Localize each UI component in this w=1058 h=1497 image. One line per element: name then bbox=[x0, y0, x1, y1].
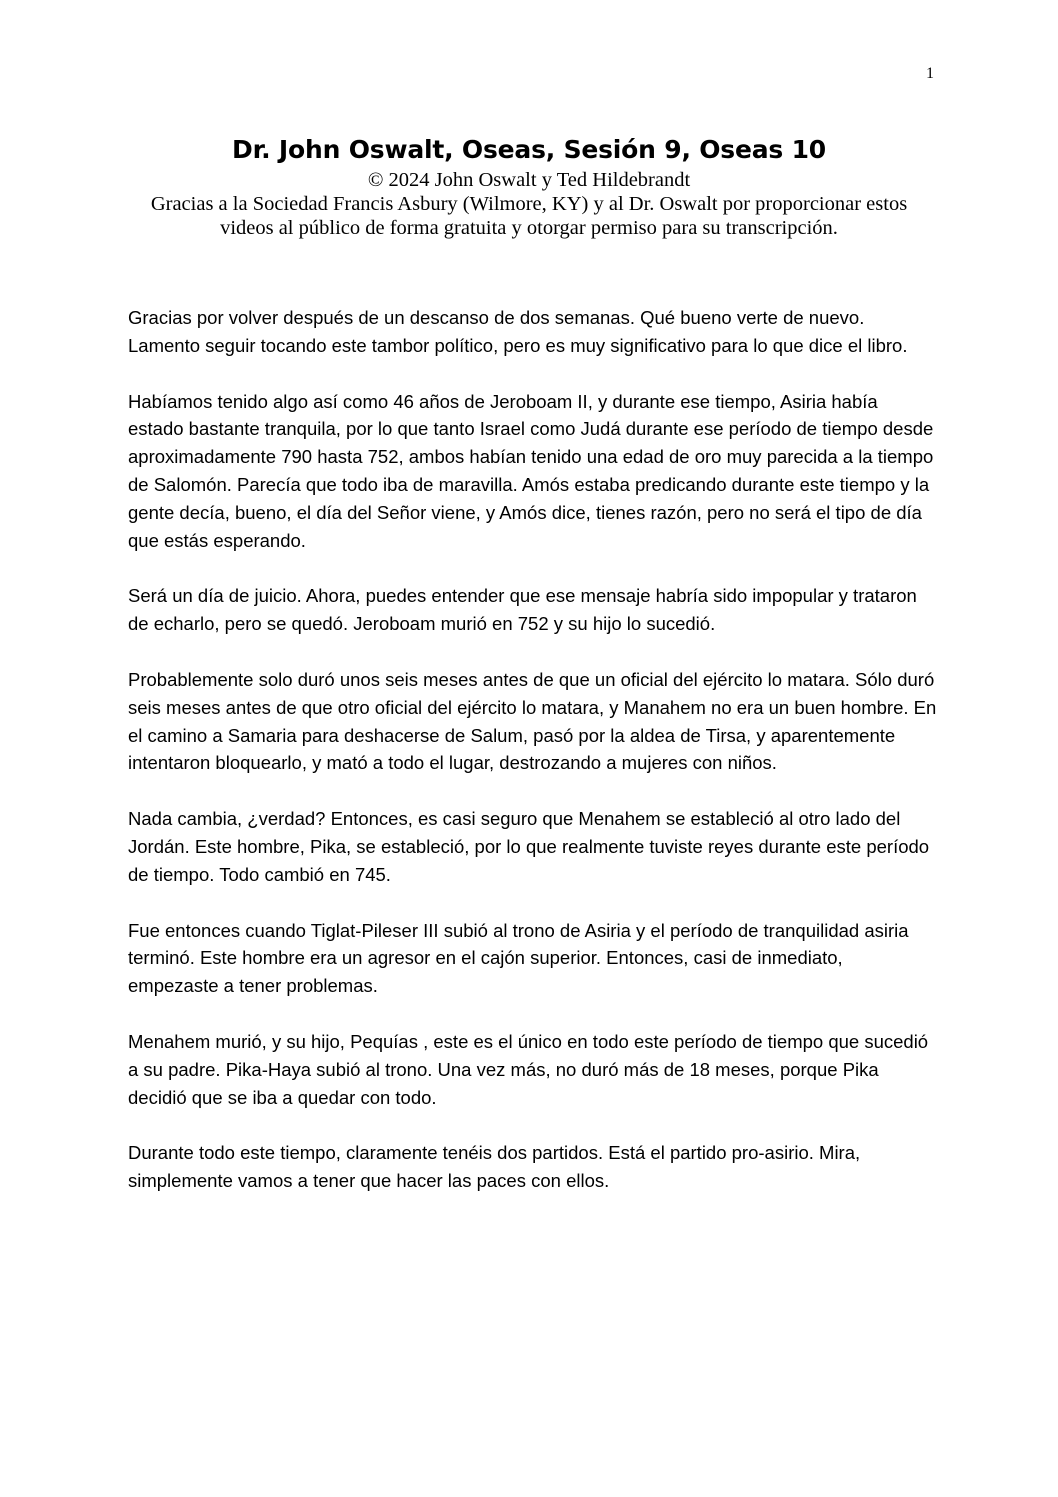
document-title: Dr. John Oswalt, Oseas, Sesión 9, Oseas 10 bbox=[232, 135, 826, 164]
document-header bbox=[128, 132, 930, 240]
page-number: 1 bbox=[926, 65, 934, 82]
paragraph: Probablemente solo duró unos seis meses antes de que un oficial del ejército lo matara. Sólo duró seis meses antes de que otro oficial del ejército lo matara, y Manahem no era un buen hombre. En el camino a Samaria para deshacerse de Salum, pasó por la aldea de Tirsa, y aparentemente intentaron bloquearlo, y mató a todo el lugar, destrozando a mujeres con niños. bbox=[128, 668, 937, 774]
paragraph: Será un día de juicio. Ahora, puedes entender que ese mensaje habría sido impopular y trataron de echarlo, pero se quedó. Jeroboam murió en 752 y su hijo lo sucedió. bbox=[128, 585, 917, 635]
copyright-line: © 2024 John Oswalt y Ted Hildebrandt bbox=[367, 169, 691, 191]
paragraph: Durante todo este tiempo, claramente tenéis dos partidos. Está el partido pro-asirio. Mira, simplemente vamos a tener que hacer las paces con ellos. bbox=[128, 1142, 861, 1192]
paragraph: Gracias por volver después de un descanso de dos semanas. Qué bueno verte de nuevo. Lamento seguir tocando este tambor político, pero es muy significativo para lo que dice el libro. bbox=[128, 307, 908, 356]
paragraph: Menahem murió, y su hijo, Pequías , este es el único en todo este período de tiempo que sucedió a su padre. Pika-Haya subió al trono. Una vez más, no duró más de 18 meses, porque Pika decidió que se iba a quedar con todo. bbox=[128, 1030, 929, 1108]
paragraph: Fue entonces cuando Tiglat-Pileser III subió al trono de Asiria y el período de tranquilidad asiria terminó. Este hombre era un agresor en el cajón superior. Entonces, casi de inmediato, empezaste a tener problemas. bbox=[128, 919, 909, 997]
paragraph: Nada cambia, ¿verdad? Entonces, es casi seguro que Menahem se estableció al otro lado del Jordán. Este hombre, Pika, se estableció, por lo que realmente tuviste reyes durante este período de tiempo. Todo cambió en 745. bbox=[128, 808, 930, 885]
paragraph: Habíamos tenido algo así como 46 años de Jeroboam II, y durante ese tiempo, Asiria había estado bastante tranquila, por lo que tanto Israel como Judá durante ese período de tiempo desde aproximadamente 790 hasta 752, ambos habían tenido una edad de oro muy parecida a la tiempo de Salomón. Parecía que todo iba de maravilla. Amós estaba predicando durante este tiempo y la gente decía, bueno, el día del Señor viene, y Amós dice, tienes razón, pero no será el tipo de día que estás esperando. bbox=[128, 390, 934, 551]
acknowledgement: Gracias a la Sociedad Francis Asbury (Wilmore, KY) y al Dr. Oswalt por proporcionar estos videos al público de forma gratuita y otorgar permiso para su transcripción. bbox=[150, 193, 908, 239]
transcript-body bbox=[128, 304, 938, 1223]
